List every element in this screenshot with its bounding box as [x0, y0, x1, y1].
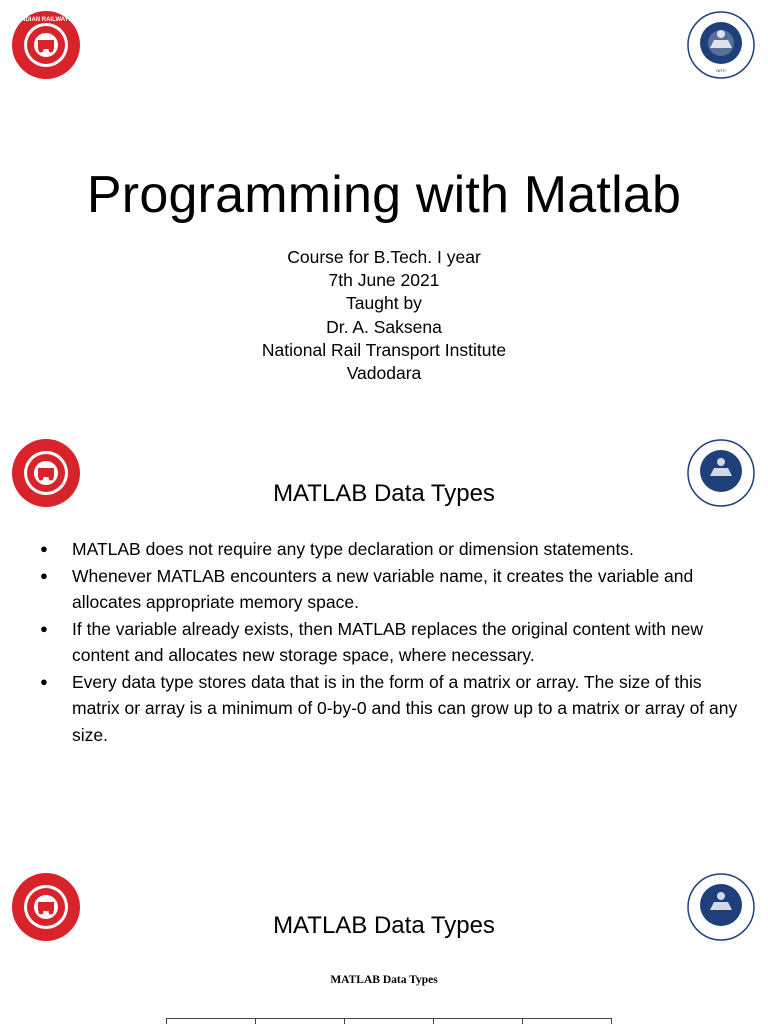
title-slide [0, 0, 768, 410]
svg-text:NRTI: NRTI [716, 68, 726, 73]
figure-caption: MATLAB Data Types [330, 974, 438, 986]
bullet-item [40, 669, 740, 749]
course-info [0, 246, 768, 385]
data-types-table [166, 1018, 612, 1024]
bullet-dot-icon: ● [40, 567, 48, 583]
data-types-figure [128, 966, 640, 1024]
bullet-list [40, 536, 740, 748]
nrti-seal-icon [686, 10, 756, 80]
bullet-dot-icon: ● [40, 541, 48, 556]
table-cell [434, 1019, 523, 1024]
table-cell [345, 1019, 434, 1024]
taught-by-line: Taught by [346, 293, 422, 314]
presentation-title: Programming with Matlab [86, 166, 682, 224]
bullet-text: Whenever MATLAB encounters a new variable name, it creates the variable and allocates appropriate memory space. [72, 565, 694, 612]
bullet-text: MATLAB does not require any type declaration or dimension statements. [72, 539, 634, 559]
slide-title: MATLAB Data Types [273, 912, 495, 939]
bullet-item [40, 563, 740, 616]
bullet-item [40, 616, 740, 669]
bullet-text: If the variable already exists, then MATLAB replaces the original content with new content and allocates new storage space, where necessary. [72, 618, 703, 665]
instructor-line: Dr. A. Saksena [326, 316, 442, 337]
table-cell [523, 1019, 611, 1024]
indian-railways-logo-icon [11, 10, 81, 80]
course-line: Course for B.Tech. I year [287, 247, 481, 267]
city-line: Vadodara [346, 362, 422, 383]
institute-line: National Rail Transport Institute [261, 339, 507, 360]
bullet-dot-icon: ● [40, 673, 48, 689]
bullet-text: Every data type stores data that is in the form of a matrix or array. The size of this matrix or array is a minimum of 0-by-0 and this can grow up to a matrix or array of any size. [72, 671, 738, 745]
data-types-slide [0, 428, 768, 828]
slide-title: MATLAB Data Types [273, 480, 495, 507]
bullet-dot-icon: ● [40, 620, 48, 636]
svg-text:INDIAN RAILWAYS: INDIAN RAILWAYS [19, 17, 73, 23]
bullet-item [40, 536, 740, 563]
table-cell [167, 1019, 256, 1024]
table-cell [256, 1019, 345, 1024]
data-types-diagram-slide [0, 862, 768, 1024]
date-line: 7th June 2021 [328, 270, 440, 291]
